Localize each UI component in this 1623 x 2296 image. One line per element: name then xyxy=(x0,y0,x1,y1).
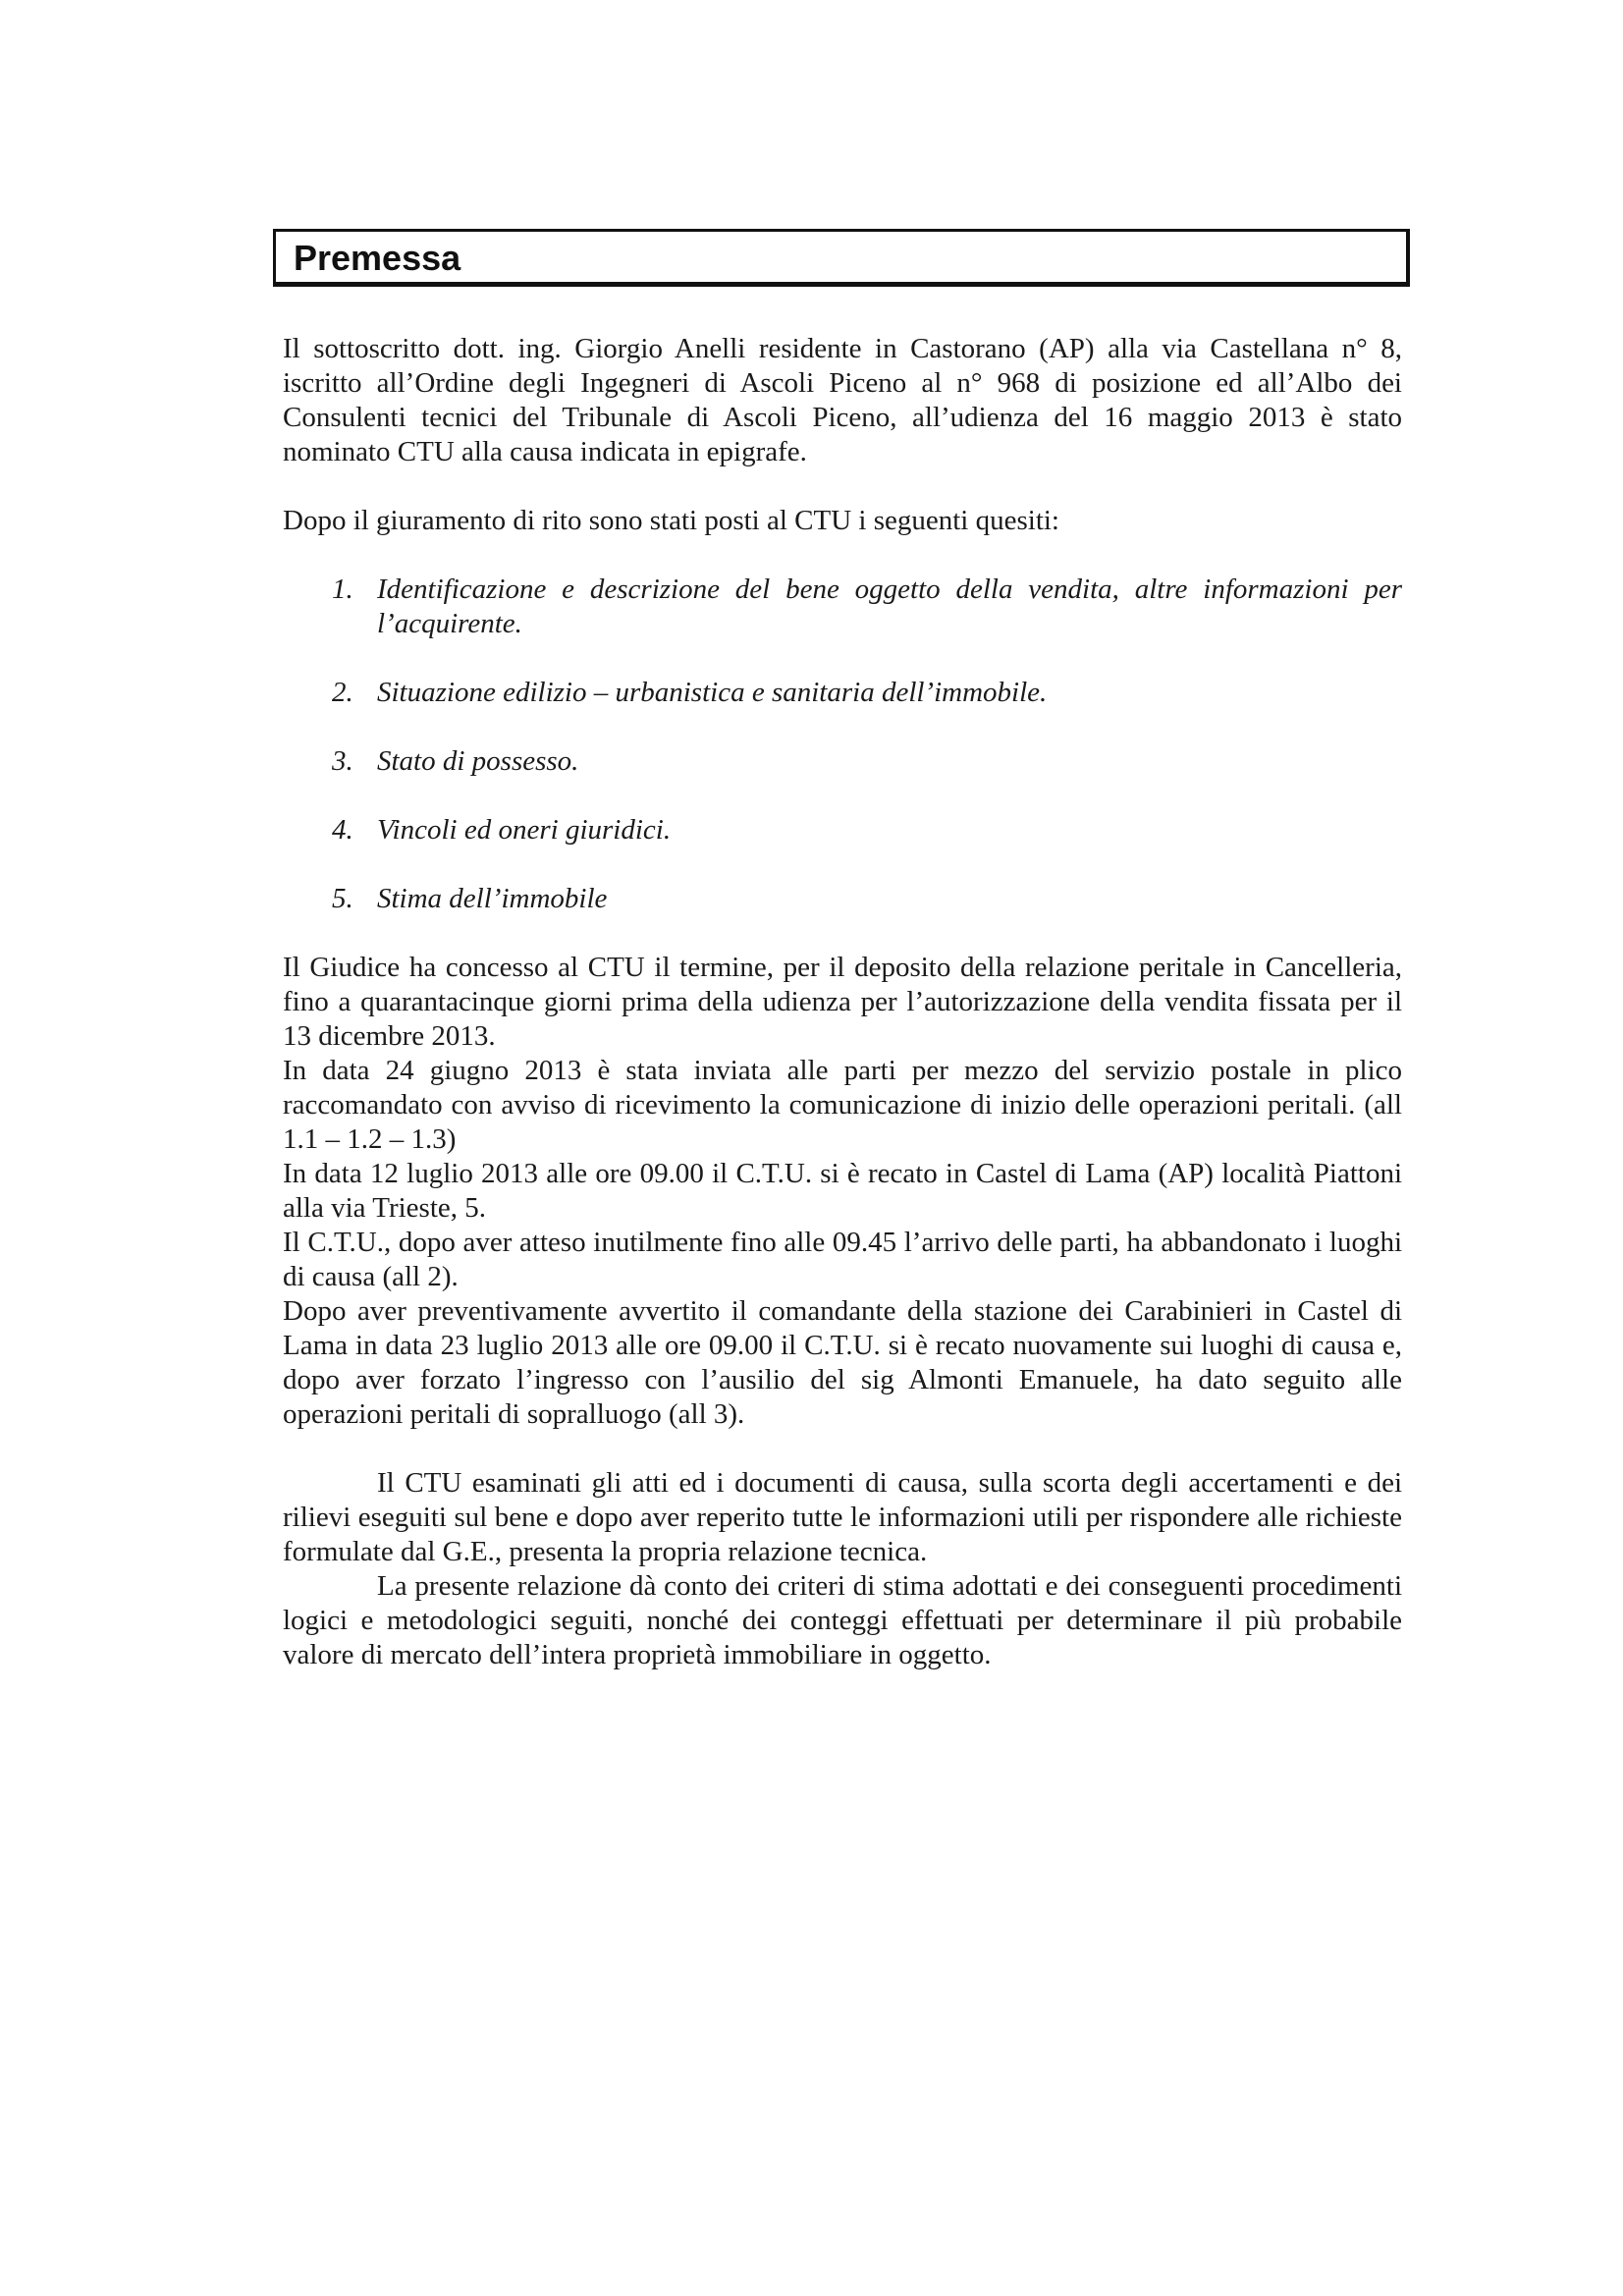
question-number: 3. xyxy=(332,745,353,777)
deadline-paragraph: Il Giudice ha concesso al CTU il termine, per il deposito della relazione peritale in Cancelleria, fino a quarantacinque giorni prima della udienza per l’autorizzazione della vendita fissata per il 13 dicembre 2013. xyxy=(283,952,1402,1052)
questions-intro: Dopo il giuramento di rito sono stati posti al CTU i seguenti quesiti: xyxy=(283,505,1059,536)
section-heading-box xyxy=(273,229,1410,287)
question-text: Stato di possesso. xyxy=(377,745,579,777)
valuation-paragraph: La presente relazione dà conto dei criteri di stima adottati e dei conseguenti procedimenti logici e metodologici seguiti, nonché dei conteggi effettuati per determinare il più probabile valore di mercato dell’intera proprietà immobiliare in oggetto. xyxy=(283,1570,1402,1670)
question-item xyxy=(283,676,1402,710)
question-number: 4. xyxy=(332,814,353,846)
question-item xyxy=(283,882,1402,916)
notification-paragraph: In data 24 giugno 2013 è stata inviata alle parti per mezzo del servizio postale in plico raccomandato con avviso di ricevimento la comunicazione di inizio delle operazioni peritali. (all 1.1 – 1.2 – 1.3) xyxy=(283,1055,1402,1155)
absence-paragraph: Il C.T.U., dopo aver atteso inutilmente fino alle 09.45 l’arrivo delle parti, ha abbandonato i luoghi di causa (all 2). xyxy=(283,1227,1402,1292)
questions-list xyxy=(283,573,1402,916)
question-item xyxy=(283,744,1402,779)
question-text: Identificazione e descrizione del bene oggetto della vendita, altre informazioni per l’acquirente. xyxy=(377,574,1402,639)
question-item xyxy=(283,573,1402,641)
section-heading: Premessa xyxy=(294,238,461,278)
question-text: Stima dell’immobile xyxy=(377,883,608,914)
intro-paragraph: Il sottoscritto dott. ing. Giorgio Anelli residente in Castorano (AP) alla via Castellana n° 8, iscritto all’Ordine degli Ingegneri di Ascoli Piceno al n° 968 di posizione ed all’Albo dei Consulenti tecnici del Tribunale di Ascoli Piceno, all’udienza del 16 maggio 2013 è stato nominato CTU alla causa indicata in epigrafe. xyxy=(283,333,1402,467)
first-visit-paragraph: In data 12 luglio 2013 alle ore 09.00 il C.T.U. si è recato in Castel di Lama (AP) località Piattoni alla via Trieste, 5. xyxy=(283,1158,1402,1224)
question-item xyxy=(283,813,1402,847)
question-text: Situazione edilizio – urbanistica e sanitaria dell’immobile. xyxy=(377,677,1048,708)
question-number: 2. xyxy=(332,677,353,708)
question-number: 5. xyxy=(332,883,353,914)
document-body xyxy=(283,332,1402,1672)
examination-paragraph: Il CTU esaminati gli atti ed i documenti di causa, sulla scorta degli accertamenti e dei rilievi eseguiti sul bene e dopo aver reperito tutte le informazioni utili per rispondere alle richieste formulate dal G.E., presenta la propria relazione tecnica. xyxy=(283,1467,1402,1567)
question-number: 1. xyxy=(332,574,353,605)
second-visit-paragraph: Dopo aver preventivamente avvertito il comandante della stazione dei Carabinieri in Castel di Lama in data 23 luglio 2013 alle ore 09.00 il C.T.U. si è recato nuovamente sui luoghi di causa e, dopo aver forzato l’ingresso con l’ausilio del sig Almonti Emanuele, ha dato seguito alle operazioni peritali di sopralluogo (all 3). xyxy=(283,1295,1402,1430)
question-text: Vincoli ed oneri giuridici. xyxy=(377,814,672,846)
